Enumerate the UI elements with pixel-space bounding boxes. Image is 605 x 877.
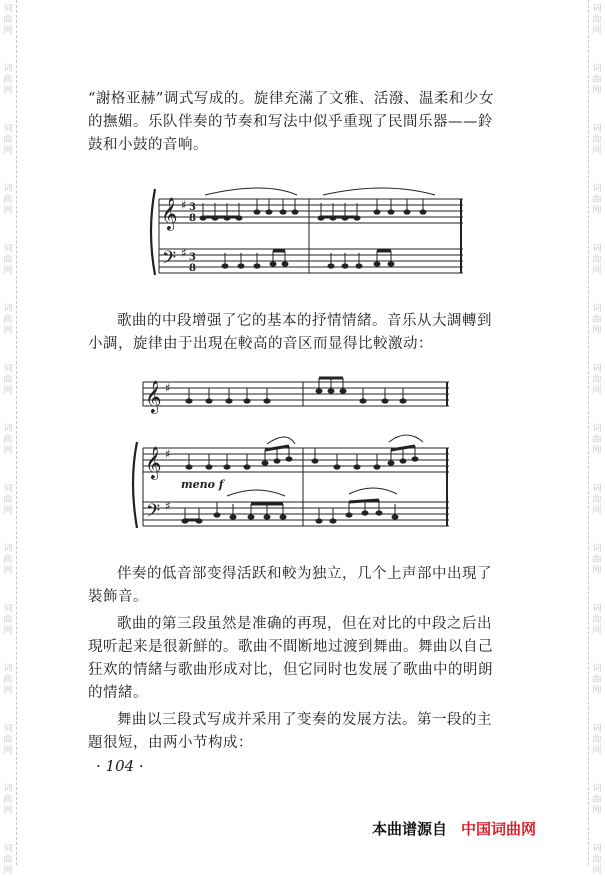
watermark-glyph: 曲 bbox=[3, 135, 13, 145]
watermark-glyph: 网 bbox=[3, 86, 13, 96]
watermark-glyph-group bbox=[0, 124, 16, 157]
watermark-glyph-group bbox=[0, 304, 16, 337]
watermark-glyph: 词 bbox=[592, 844, 602, 854]
watermark-glyph: 词 bbox=[592, 664, 602, 674]
paragraph-4: 歌曲的第三段虽然是准确的再現，但在对比的中段之后出現听起来是很新鮮的。歌曲不間断地过渡到舞曲。舞曲以自己狂欢的情緒与歌曲形成对比，但它同时也发展了歌曲中的明朗的情緒。 bbox=[88, 616, 493, 701]
watermark-glyph: 词 bbox=[592, 244, 602, 254]
watermark-glyph: 曲 bbox=[592, 615, 602, 625]
watermark-glyph: 网 bbox=[592, 86, 602, 96]
watermark-glyph: 曲 bbox=[3, 615, 13, 625]
watermark-glyph-group bbox=[0, 364, 16, 397]
svg-text:𝄢: 𝄢 bbox=[146, 501, 161, 526]
watermark-glyph: 曲 bbox=[592, 675, 602, 685]
watermark-glyph: 曲 bbox=[592, 195, 602, 205]
music-score-excerpt-1 bbox=[145, 183, 467, 280]
watermark-glyph-group bbox=[0, 4, 16, 37]
watermark-glyph: 网 bbox=[3, 386, 13, 396]
watermark-glyph: 词 bbox=[3, 664, 13, 674]
watermark-glyph: 词 bbox=[592, 64, 602, 74]
watermark-glyph: 网 bbox=[592, 506, 602, 516]
watermark-glyph: 网 bbox=[3, 146, 13, 156]
watermark-glyph: 曲 bbox=[592, 795, 602, 805]
watermark-glyph-group bbox=[0, 604, 16, 637]
watermark-glyph: 曲 bbox=[3, 495, 13, 505]
watermark-glyph-group bbox=[589, 664, 605, 697]
watermark-glyph: 词 bbox=[3, 604, 13, 614]
watermark-glyph: 曲 bbox=[592, 15, 602, 25]
watermark-glyph: 词 bbox=[592, 124, 602, 134]
watermark-glyph: 网 bbox=[592, 26, 602, 36]
watermark-glyph-group bbox=[589, 64, 605, 97]
watermark-glyph-group bbox=[0, 544, 16, 577]
watermark-glyph: 词 bbox=[3, 124, 13, 134]
watermark-glyph: 曲 bbox=[3, 735, 13, 745]
watermark-glyph: 网 bbox=[3, 566, 13, 576]
watermark-glyph: 网 bbox=[3, 446, 13, 456]
watermark-glyph: 网 bbox=[3, 266, 13, 276]
watermark-glyph: 曲 bbox=[3, 75, 13, 85]
watermark-glyph: 曲 bbox=[592, 855, 602, 865]
watermark-glyph: 曲 bbox=[592, 555, 602, 565]
watermark-glyph-group bbox=[589, 304, 605, 337]
watermark-glyph: 词 bbox=[3, 304, 13, 314]
svg-text:♯: ♯ bbox=[181, 246, 187, 260]
dynamic-marking: meno f bbox=[181, 478, 224, 491]
watermark-glyph: 曲 bbox=[592, 315, 602, 325]
watermark-glyph: 网 bbox=[592, 206, 602, 216]
watermark-glyph: 词 bbox=[592, 604, 602, 614]
paragraph-2: 歌曲的中段增强了它的基本的抒情情緒。音乐从大調轉到小調，旋律由于出現在較高的音区而显得比較激动： bbox=[88, 313, 492, 352]
watermark-glyph: 网 bbox=[592, 806, 602, 816]
watermark-glyph: 网 bbox=[3, 806, 13, 816]
watermark-glyph: 网 bbox=[592, 386, 602, 396]
svg-text:𝄞: 𝄞 bbox=[145, 380, 162, 413]
music-score-excerpt-2 bbox=[127, 370, 453, 535]
watermark-glyph: 曲 bbox=[592, 495, 602, 505]
watermark-glyph-group bbox=[0, 64, 16, 97]
watermark-glyph-group bbox=[589, 784, 605, 817]
watermark-glyph: 网 bbox=[592, 686, 602, 696]
watermark-glyph: 曲 bbox=[592, 735, 602, 745]
watermark-glyph: 曲 bbox=[592, 75, 602, 85]
watermark-glyph: 词 bbox=[3, 484, 13, 494]
watermark-glyph: 曲 bbox=[3, 195, 13, 205]
watermark-glyph: 网 bbox=[592, 566, 602, 576]
watermark-glyph: 词 bbox=[3, 364, 13, 374]
paragraph-5: 舞曲以三段式写成并采用了变奏的发展方法。第一段的主題很短，由两小节构成： bbox=[88, 712, 492, 751]
watermark-glyph-group bbox=[0, 844, 16, 877]
watermark-glyph-group bbox=[0, 664, 16, 697]
paragraph-3: 伴奏的低音部变得活跃和較为独立，几个上声部中出現了裝飾音。 bbox=[88, 566, 492, 605]
svg-text:𝄞: 𝄞 bbox=[145, 446, 162, 479]
watermark-glyph: 曲 bbox=[3, 855, 13, 865]
watermark-glyph: 曲 bbox=[3, 15, 13, 25]
watermark-glyph: 词 bbox=[3, 64, 13, 74]
page-body bbox=[88, 88, 500, 157]
watermark-glyph: 词 bbox=[3, 724, 13, 734]
watermark-glyph-group bbox=[589, 244, 605, 277]
watermark-glyph-group bbox=[589, 364, 605, 397]
svg-text:𝄞: 𝄞 bbox=[161, 197, 178, 230]
watermark-glyph: 词 bbox=[592, 424, 602, 434]
watermark-glyph: 网 bbox=[3, 866, 13, 876]
source-footer bbox=[372, 818, 536, 839]
page-body-3 bbox=[88, 563, 500, 755]
watermark-glyph: 词 bbox=[592, 484, 602, 494]
watermark-glyph: 曲 bbox=[3, 795, 13, 805]
watermark-glyph-group bbox=[589, 544, 605, 577]
svg-text:♯: ♯ bbox=[181, 198, 187, 212]
watermark-glyph: 网 bbox=[592, 326, 602, 336]
bass-staff bbox=[159, 249, 463, 273]
svg-text:♯: ♯ bbox=[165, 447, 171, 461]
watermark-glyph: 网 bbox=[592, 146, 602, 156]
svg-text:♯: ♯ bbox=[165, 381, 171, 395]
watermark-glyph-group bbox=[589, 844, 605, 877]
watermark-glyph: 网 bbox=[3, 26, 13, 36]
svg-text:3: 3 bbox=[189, 252, 196, 263]
watermark-glyph: 词 bbox=[592, 784, 602, 794]
watermark-glyph-group bbox=[0, 484, 16, 517]
watermark-glyph: 网 bbox=[592, 266, 602, 276]
watermark-glyph: 网 bbox=[592, 866, 602, 876]
watermark-glyph-group bbox=[0, 424, 16, 457]
watermark-glyph: 网 bbox=[3, 746, 13, 756]
watermark-glyph: 词 bbox=[592, 364, 602, 374]
svg-text:𝄢: 𝄢 bbox=[162, 248, 177, 273]
watermark-glyph-group bbox=[0, 184, 16, 217]
paragraph-1: “謝格亚赫”调式写成的。旋律充滿了文雅、活潑、温柔和少女的撫媚。乐队伴奏的节奏和写法中似乎重现了民間乐器——鈴鼓和小鼓的音响。 bbox=[88, 91, 494, 153]
watermark-glyph: 词 bbox=[592, 724, 602, 734]
watermark-glyph: 词 bbox=[592, 304, 602, 314]
svg-text:8: 8 bbox=[189, 263, 196, 274]
svg-text:♯: ♯ bbox=[165, 499, 171, 513]
watermark-glyph: 词 bbox=[3, 244, 13, 254]
watermark-glyph: 网 bbox=[592, 626, 602, 636]
watermark-glyph-group bbox=[589, 604, 605, 637]
watermark-glyph: 网 bbox=[3, 686, 13, 696]
watermark-glyph-group bbox=[589, 184, 605, 217]
watermark-glyph: 网 bbox=[592, 446, 602, 456]
svg-text:3: 3 bbox=[189, 202, 196, 213]
svg-text:8: 8 bbox=[189, 213, 196, 224]
watermark-glyph-group bbox=[589, 484, 605, 517]
watermark-glyph: 词 bbox=[3, 424, 13, 434]
watermark-glyph-group bbox=[589, 424, 605, 457]
watermark-glyph: 网 bbox=[592, 746, 602, 756]
watermark-glyph: 词 bbox=[592, 544, 602, 554]
watermark-glyph: 曲 bbox=[592, 255, 602, 265]
watermark-glyph: 曲 bbox=[3, 675, 13, 685]
watermark-glyph-group bbox=[0, 244, 16, 277]
watermark-glyph: 曲 bbox=[592, 135, 602, 145]
watermark-glyph: 网 bbox=[3, 626, 13, 636]
source-site-name[interactable]: 中国词曲网 bbox=[461, 820, 537, 838]
watermark-glyph: 词 bbox=[3, 844, 13, 854]
source-label: 本曲谱源自 bbox=[372, 820, 448, 838]
watermark-glyph-group bbox=[589, 124, 605, 157]
watermark-glyph: 词 bbox=[3, 184, 13, 194]
watermark-glyph-group bbox=[589, 724, 605, 757]
page-body-2 bbox=[88, 310, 500, 356]
watermark-glyph: 词 bbox=[592, 184, 602, 194]
watermark-glyph: 词 bbox=[3, 544, 13, 554]
watermark-glyph: 网 bbox=[3, 506, 13, 516]
page-number: · 104 · bbox=[96, 757, 144, 775]
watermark-glyph: 曲 bbox=[3, 315, 13, 325]
watermark-glyph: 曲 bbox=[592, 435, 602, 445]
watermark-glyph: 词 bbox=[592, 4, 602, 14]
watermark-glyph-group bbox=[0, 784, 16, 817]
watermark-glyph: 曲 bbox=[3, 555, 13, 565]
watermark-glyph-group bbox=[589, 4, 605, 37]
watermark-glyph: 曲 bbox=[592, 375, 602, 385]
watermark-glyph-group bbox=[0, 724, 16, 757]
watermark-glyph: 网 bbox=[3, 206, 13, 216]
watermark-glyph: 词 bbox=[3, 4, 13, 14]
watermark-glyph: 曲 bbox=[3, 255, 13, 265]
watermark-glyph: 曲 bbox=[3, 435, 13, 445]
watermark-glyph: 曲 bbox=[3, 375, 13, 385]
watermark-glyph: 词 bbox=[3, 784, 13, 794]
watermark-glyph: 网 bbox=[3, 326, 13, 336]
